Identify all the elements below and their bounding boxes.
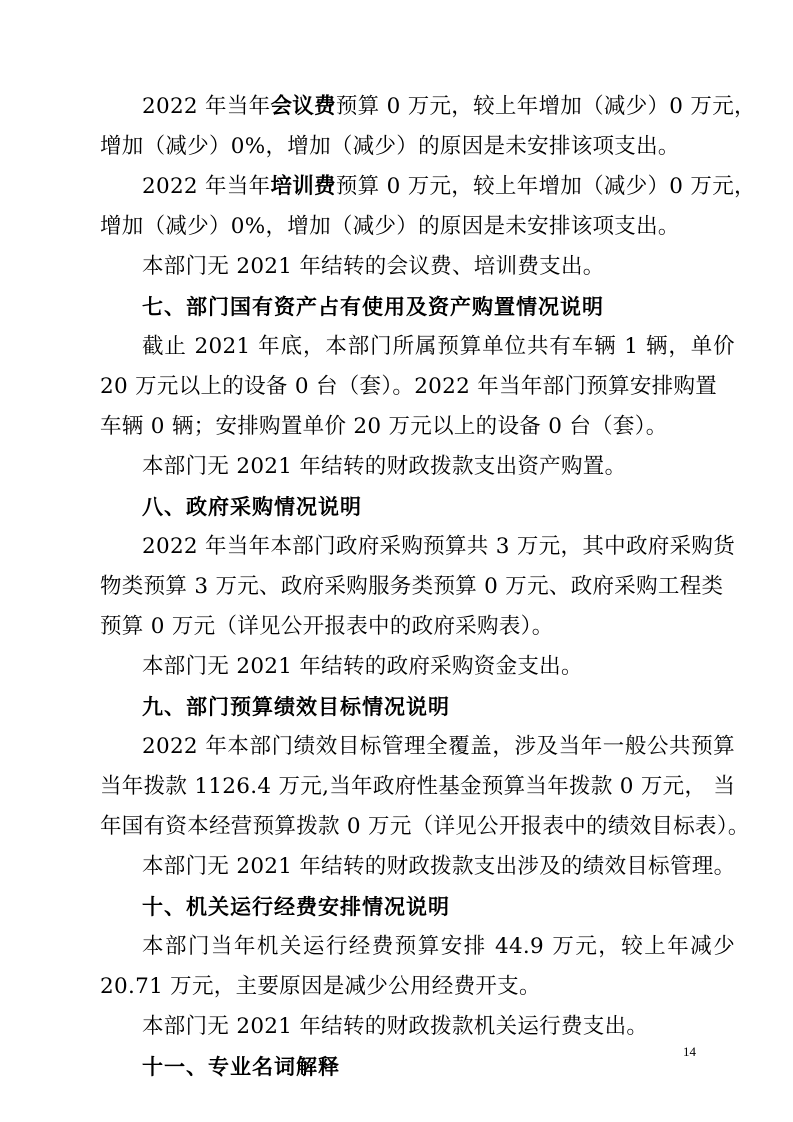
paragraph-line: 本部门无 2021 年结转的会议费、培训费支出。 <box>142 254 605 279</box>
paragraph-line: 本部门当年机关运行经费预算安排 44.9 万元，较上年减少 <box>142 934 735 959</box>
paragraph-line: 本部门无 2021 年结转的财政拨款机关运行费支出。 <box>142 1014 649 1039</box>
paragraph-line: 车辆 0 辆；安排购置单价 20 万元以上的设备 0 台（套）。 <box>100 414 668 439</box>
section-heading-8: 八、政府采购情况说明 <box>142 495 362 519</box>
paragraph-line: 当年拨款 1126.4 万元,当年政府性基金预算当年拨款 0 万元， 当 <box>100 774 736 799</box>
paragraph-line: 年国有资本经营预算拨款 0 万元（详见公开报表中的绩效目标表）。 <box>100 814 750 839</box>
paragraph-line: 截止 2021 年底，本部门所属预算单位共有车辆 1 辆，单价 <box>142 334 735 359</box>
paragraph-line: 本部门无 2021 年结转的财政拨款支出涉及的绩效目标管理。 <box>142 854 736 879</box>
paragraph-line: 2022 年当年本部门政府采购预算共 3 万元，其中政府采购货 <box>142 534 735 559</box>
paragraph-line: 增加（减少）0%，增加（减少）的原因是未安排该项支出。 <box>100 214 680 239</box>
paragraph-line: 预算 0 万元（详见公开报表中的政府采购表）。 <box>100 614 554 639</box>
paragraph-line: 2022 年当年会议费预算 0 万元，较上年增加（减少）0 万元， <box>142 94 756 119</box>
paragraph-line: 2022 年本部门绩效目标管理全覆盖，涉及当年一般公共预算 <box>142 734 735 759</box>
page-number: 14 <box>683 1044 696 1059</box>
section-heading-10: 十、机关运行经费安排情况说明 <box>142 895 450 919</box>
paragraph-line: 物类预算 3 万元、政府采购服务类预算 0 万元、政府采购工程类 <box>100 574 724 599</box>
paragraph-line: 20.71 万元，主要原因是减少公用经费开支。 <box>100 974 541 999</box>
paragraph-line: 20 万元以上的设备 0 台（套）。2022 年当年部门预算安排购置 <box>100 374 718 399</box>
paragraph-line: 本部门无 2021 年结转的政府采购资金支出。 <box>142 654 583 679</box>
section-heading-11: 十一、专业名词解释 <box>142 1055 340 1079</box>
bold-term-meeting-fee: 会议费 <box>270 94 336 119</box>
section-heading-9: 九、部门预算绩效目标情况说明 <box>142 695 450 719</box>
paragraph-line: 2022 年当年培训费预算 0 万元，较上年增加（减少）0 万元， <box>142 174 756 199</box>
section-heading-7: 七、部门国有资产占有使用及资产购置情况说明 <box>142 295 604 319</box>
paragraph-line: 本部门无 2021 年结转的财政拨款支出资产购置。 <box>142 454 627 479</box>
paragraph-line: 增加（减少）0%，增加（减少）的原因是未安排该项支出。 <box>100 134 680 159</box>
bold-term-training-fee: 培训费 <box>270 174 336 199</box>
